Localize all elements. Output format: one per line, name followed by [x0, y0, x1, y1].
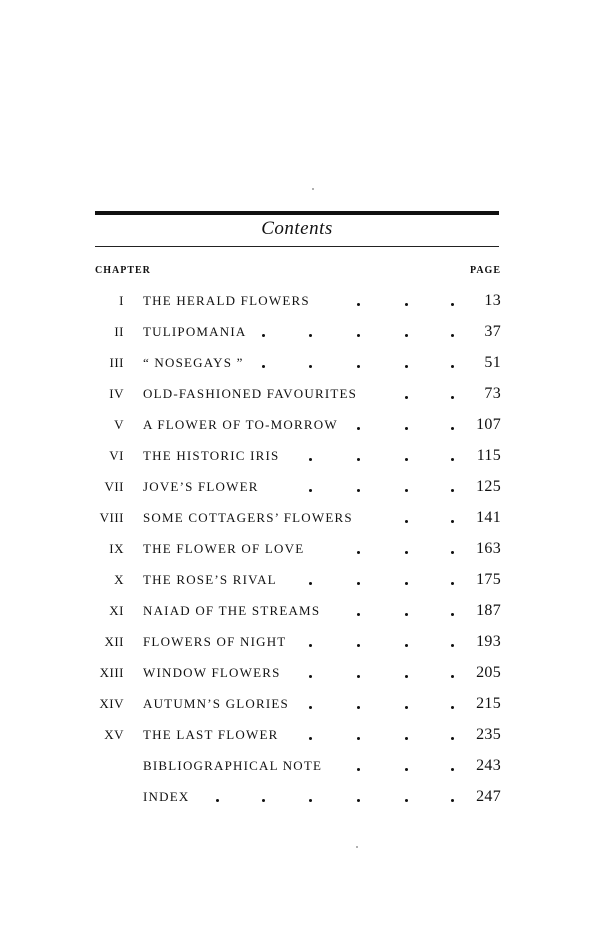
leader-dot [451, 334, 454, 337]
toc-entry [0, 409, 600, 440]
leader-dot [451, 520, 454, 523]
leader-dot [451, 675, 454, 678]
leader-dot [451, 737, 454, 740]
page-number: 37 [484, 323, 501, 340]
chapter-title: NAIAD OF THE STREAMS [143, 603, 321, 618]
leader-dots [143, 316, 463, 347]
title-underline-rule [95, 246, 499, 247]
page-number: 115 [476, 447, 501, 464]
leader-dots [143, 347, 463, 378]
chapter-title: TULIPOMANIA [143, 324, 247, 339]
leader-dot [262, 334, 265, 337]
chapter-title: A FLOWER OF TO-MORROW [143, 417, 338, 432]
leader-dots [143, 719, 463, 750]
chapter-title: BIBLIOGRAPHICAL NOTE [143, 758, 323, 773]
leader-dot [405, 458, 408, 461]
page-number: 193 [476, 633, 501, 650]
leader-dot [451, 427, 454, 430]
leader-dot [451, 458, 454, 461]
leader-dots [143, 409, 463, 440]
chapter-title: “ NOSEGAYS ” [143, 355, 244, 370]
page-number: 215 [476, 695, 501, 712]
leader-dot [309, 458, 312, 461]
leader-dot [309, 706, 312, 709]
chapter-title: THE HISTORIC IRIS [143, 448, 280, 463]
page-number: 51 [484, 354, 501, 371]
leader-dot [309, 644, 312, 647]
toc-entry [0, 347, 600, 378]
leader-dot [405, 396, 408, 399]
leader-dot [262, 365, 265, 368]
leader-dot [405, 768, 408, 771]
leader-dot [405, 582, 408, 585]
page-number: 141 [476, 509, 501, 526]
chapter-column-header: CHAPTER [95, 265, 151, 276]
leader-dot [309, 365, 312, 368]
page-number: 125 [476, 478, 501, 495]
leader-dot [451, 365, 454, 368]
leader-dot [357, 365, 360, 368]
toc-entry [0, 440, 600, 471]
leader-dot [262, 799, 265, 802]
leader-dot [451, 396, 454, 399]
page-number: 243 [476, 757, 501, 774]
leader-dots [143, 440, 463, 471]
page-number: 163 [476, 540, 501, 557]
leader-dot [405, 334, 408, 337]
chapter-number: XII [104, 634, 124, 649]
chapter-number: I [119, 293, 124, 308]
leader-dot [405, 489, 408, 492]
paper-speck [356, 846, 358, 848]
chapter-number: VIII [99, 510, 124, 525]
leader-dot [405, 427, 408, 430]
leader-dot [357, 334, 360, 337]
toc-entry [0, 688, 600, 719]
leader-dots [143, 595, 463, 626]
leader-dot [451, 551, 454, 554]
leader-dot [357, 489, 360, 492]
toc-entry [0, 533, 600, 564]
leader-dot [357, 427, 360, 430]
chapter-title: THE ROSE’S RIVAL [143, 572, 277, 587]
leader-dots [143, 471, 463, 502]
leader-dot [405, 520, 408, 523]
page-column-header: PAGE [469, 265, 501, 276]
leader-dot [405, 613, 408, 616]
chapter-title: WINDOW FLOWERS [143, 665, 281, 680]
chapter-number: XIV [99, 696, 124, 711]
leader-dots [143, 533, 463, 564]
leader-dots [143, 626, 463, 657]
chapter-number: X [114, 572, 124, 587]
toc-entry [0, 595, 600, 626]
leader-dot [357, 706, 360, 709]
leader-dots [143, 502, 463, 533]
leader-dots [143, 657, 463, 688]
leader-dot [309, 675, 312, 678]
leader-dots [143, 285, 463, 316]
paper-speck [312, 188, 314, 190]
leader-dots [143, 750, 463, 781]
leader-dot [357, 644, 360, 647]
leader-dot [405, 706, 408, 709]
chapter-number: II [114, 324, 124, 339]
leader-dot [405, 737, 408, 740]
chapter-number: XV [104, 727, 124, 742]
chapter-title: THE FLOWER OF LOVE [143, 541, 305, 556]
chapter-number: XIII [99, 665, 124, 680]
leader-dot [216, 799, 219, 802]
leader-dots [143, 688, 463, 719]
leader-dot [357, 737, 360, 740]
toc-entry [0, 657, 600, 688]
leader-dot [451, 613, 454, 616]
toc-entry [0, 781, 600, 812]
chapter-title: AUTUMN’S GLORIES [143, 696, 289, 711]
page-number: 175 [476, 571, 501, 588]
leader-dot [451, 489, 454, 492]
chapter-title: INDEX [143, 789, 190, 804]
page-number: 247 [476, 788, 501, 805]
chapter-title: FLOWERS OF NIGHT [143, 634, 287, 649]
leader-dot [357, 458, 360, 461]
page-number: 205 [476, 664, 501, 681]
leader-dot [405, 644, 408, 647]
chapter-number: VII [104, 479, 124, 494]
leader-dot [451, 582, 454, 585]
leader-dot [405, 675, 408, 678]
page-title: Contents [261, 218, 333, 239]
leader-dot [405, 551, 408, 554]
leader-dot [405, 799, 408, 802]
toc-entry [0, 750, 600, 781]
leader-dot [451, 706, 454, 709]
chapter-title: THE LAST FLOWER [143, 727, 279, 742]
page-number: 187 [476, 602, 501, 619]
table-of-contents [0, 285, 600, 812]
chapter-title: JOVE’S FLOWER [143, 479, 259, 494]
chapter-number: VI [109, 448, 124, 463]
chapter-number: III [109, 355, 124, 370]
leader-dots [143, 378, 463, 409]
leader-dot [309, 489, 312, 492]
leader-dot [309, 334, 312, 337]
toc-entry [0, 316, 600, 347]
leader-dots [143, 781, 463, 812]
page-number: 13 [484, 292, 501, 309]
chapter-number: IX [109, 541, 124, 556]
page-number: 235 [476, 726, 501, 743]
leader-dot [357, 768, 360, 771]
toc-entry [0, 626, 600, 657]
toc-entry [0, 471, 600, 502]
leader-dot [405, 303, 408, 306]
leader-dots [143, 564, 463, 595]
leader-dot [357, 551, 360, 554]
top-thick-rule [95, 211, 499, 215]
leader-dot [357, 582, 360, 585]
toc-entry [0, 378, 600, 409]
leader-dot [357, 675, 360, 678]
chapter-number: V [114, 417, 124, 432]
toc-entry [0, 285, 600, 316]
leader-dot [309, 737, 312, 740]
leader-dot [451, 799, 454, 802]
toc-entry [0, 502, 600, 533]
toc-entry [0, 564, 600, 595]
toc-entry [0, 719, 600, 750]
chapter-number: XI [109, 603, 124, 618]
leader-dot [357, 613, 360, 616]
leader-dot [405, 365, 408, 368]
leader-dot [309, 799, 312, 802]
page-number: 107 [476, 416, 501, 433]
leader-dot [451, 303, 454, 306]
leader-dot [357, 799, 360, 802]
leader-dot [357, 303, 360, 306]
chapter-title: SOME COTTAGERS’ FLOWERS [143, 510, 353, 525]
leader-dot [451, 644, 454, 647]
leader-dot [309, 582, 312, 585]
chapter-number: IV [109, 386, 124, 401]
leader-dot [451, 768, 454, 771]
chapter-title: THE HERALD FLOWERS [143, 293, 310, 308]
chapter-title: OLD-FASHIONED FAVOURITES [143, 386, 358, 401]
page-number: 73 [484, 385, 501, 402]
